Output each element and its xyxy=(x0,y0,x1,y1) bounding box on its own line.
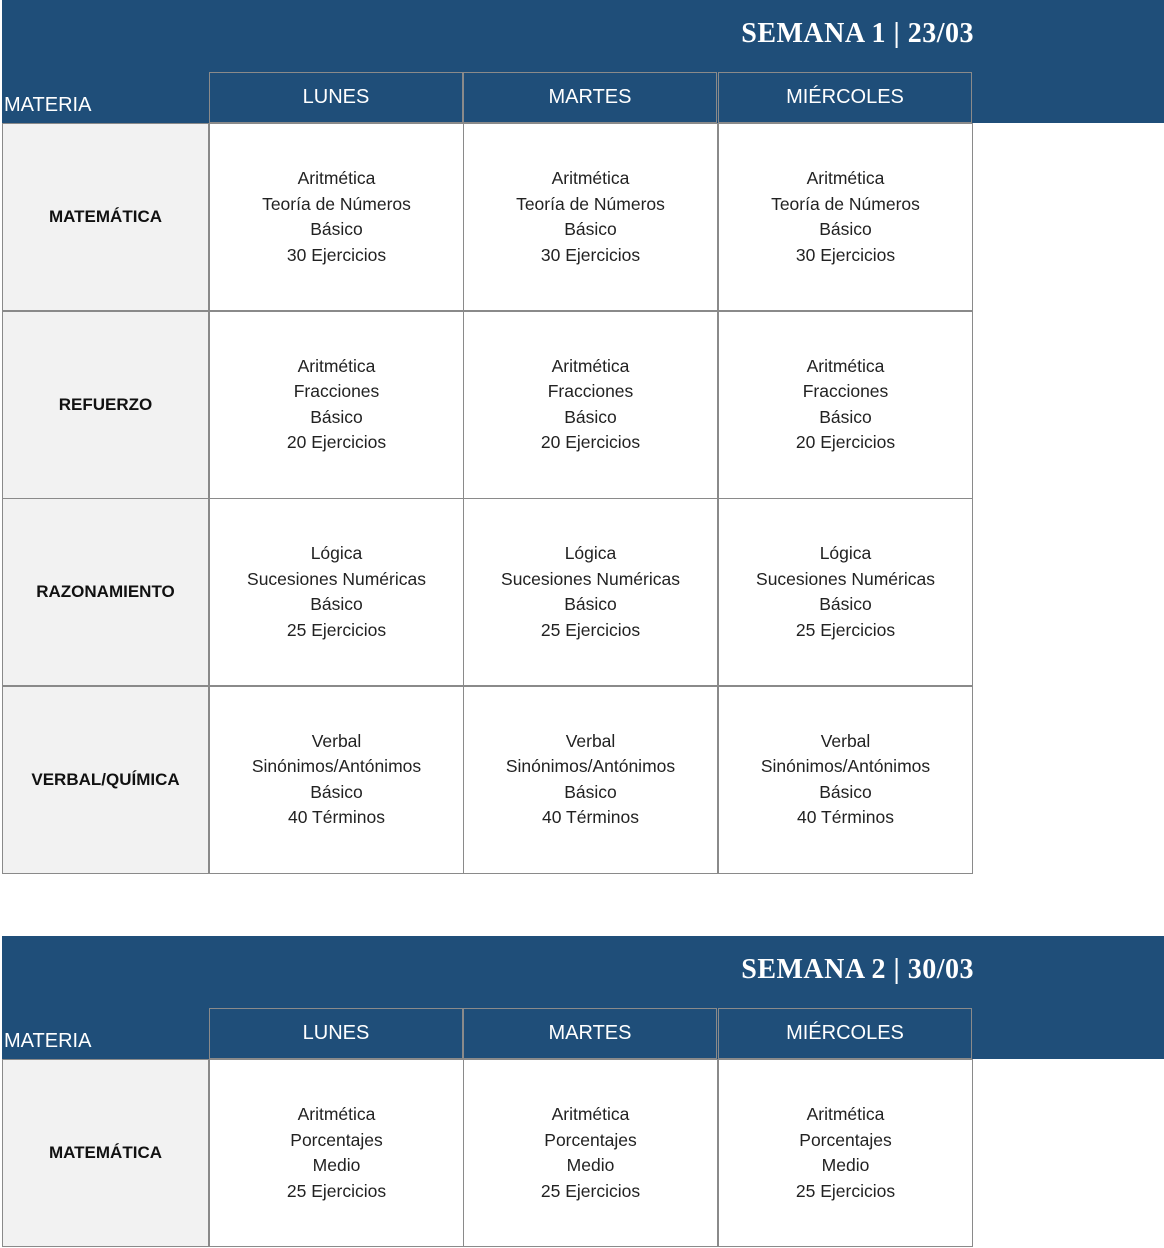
cell-line: Fracciones xyxy=(547,381,634,401)
day-header-1: MARTES xyxy=(463,72,717,123)
cell-line: Medio xyxy=(566,1155,615,1175)
cell-line: Aritmética xyxy=(551,1104,630,1124)
subject-cell: MATEMÁTICA xyxy=(2,1059,209,1247)
cell-line: 30 Ejercicios xyxy=(795,244,896,265)
cell-line: 30 Ejercicios xyxy=(540,244,641,265)
schedule-cell xyxy=(209,1059,464,1247)
cell-line: Básico xyxy=(310,406,363,427)
subject-cell: MATEMÁTICA xyxy=(2,123,209,311)
cell-line: Básico xyxy=(564,594,617,614)
cell-line: Verbal xyxy=(565,730,616,751)
cell-line: Porcentajes xyxy=(799,1129,892,1150)
cell-line: Básico xyxy=(564,781,617,802)
cell-line: Aritmética xyxy=(806,355,885,376)
cell-line: Básico xyxy=(564,406,617,427)
cell-line: Teoría de Números xyxy=(516,193,665,214)
week-title: SEMANA 2 | 30/03 xyxy=(741,954,974,985)
cell-line: Aritmética xyxy=(806,168,885,188)
cell-line: Teoría de Números xyxy=(771,193,920,214)
cell-line: Básico xyxy=(819,406,872,427)
cell-line: 25 Ejercicios xyxy=(540,1180,641,1201)
week-title: SEMANA 1 | 23/03 xyxy=(741,18,974,49)
cell-line: Fracciones xyxy=(293,381,380,401)
cell-line: 40 Términos xyxy=(542,807,639,827)
cell-line: Aritmética xyxy=(551,355,630,376)
cell-line: 30 Ejercicios xyxy=(286,244,387,265)
cell-line: 40 Términos xyxy=(288,807,385,827)
schedule-cell xyxy=(209,123,464,311)
cell-line: 40 Términos xyxy=(797,807,894,827)
cell-line: Porcentajes xyxy=(290,1129,383,1150)
cell-line: Sucesiones Numéricas xyxy=(501,568,680,589)
cell-line: Aritmética xyxy=(297,355,376,376)
cell-line: Teoría de Números xyxy=(262,193,411,214)
cell-line: Aritmética xyxy=(297,1104,376,1124)
cell-line: 25 Ejercicios xyxy=(286,1180,387,1201)
cell-line: Básico xyxy=(564,219,617,239)
cell-line: 25 Ejercicios xyxy=(795,1180,896,1201)
day-header-2: MIÉRCOLES xyxy=(718,1008,972,1059)
cell-line: Básico xyxy=(310,594,363,614)
cell-line: Medio xyxy=(821,1155,870,1175)
cell-line: 20 Ejercicios xyxy=(286,432,387,452)
subject-cell: REFUERZO xyxy=(2,311,209,499)
cell-line: Sinónimos/Antónimos xyxy=(760,756,931,776)
schedule-cell xyxy=(463,686,718,874)
cell-line: 20 Ejercicios xyxy=(795,432,896,452)
cell-line: Sucesiones Numéricas xyxy=(756,568,935,589)
cell-line: Fracciones xyxy=(802,381,889,401)
cell-line: Básico xyxy=(819,594,872,614)
materia-header: MATERIA xyxy=(4,94,92,116)
materia-header: MATERIA xyxy=(4,1030,92,1052)
cell-line: Aritmética xyxy=(806,1104,885,1124)
cell-line: Sinónimos/Antónimos xyxy=(251,756,422,776)
cell-line: Aritmética xyxy=(297,168,376,188)
schedule-cell xyxy=(463,498,718,686)
schedule-cell xyxy=(463,123,718,311)
cell-line: Aritmética xyxy=(551,168,630,188)
day-header-0: LUNES xyxy=(209,72,463,123)
cell-line: 25 Ejercicios xyxy=(795,619,896,640)
schedule-cell xyxy=(718,123,973,311)
schedule-cell xyxy=(209,498,464,686)
cell-line: Verbal xyxy=(311,730,362,751)
cell-line: Medio xyxy=(312,1155,361,1175)
day-header-2: MIÉRCOLES xyxy=(718,72,972,123)
subject-cell: RAZONAMIENTO xyxy=(2,498,209,686)
cell-line: 20 Ejercicios xyxy=(540,432,641,452)
cell-line: Lógica xyxy=(819,543,872,563)
cell-line: Sucesiones Numéricas xyxy=(247,568,426,589)
schedule-cell xyxy=(718,498,973,686)
cell-line: 25 Ejercicios xyxy=(286,619,387,640)
cell-line: Lógica xyxy=(564,543,617,563)
schedule-cell xyxy=(718,1059,973,1247)
cell-line: Sinónimos/Antónimos xyxy=(505,756,676,776)
schedule-cell xyxy=(718,311,973,499)
schedule-cell xyxy=(209,686,464,874)
cell-line: 25 Ejercicios xyxy=(540,619,641,640)
schedule-cell xyxy=(209,311,464,499)
cell-line: Básico xyxy=(819,219,872,239)
cell-line: Básico xyxy=(310,781,363,802)
schedule-cell xyxy=(463,1059,718,1247)
day-header-1: MARTES xyxy=(463,1008,717,1059)
day-header-0: LUNES xyxy=(209,1008,463,1059)
schedule-cell xyxy=(718,686,973,874)
cell-line: Verbal xyxy=(820,730,871,751)
subject-cell: VERBAL/QUÍMICA xyxy=(2,686,209,874)
cell-line: Lógica xyxy=(310,543,363,563)
schedule-cell xyxy=(463,311,718,499)
cell-line: Básico xyxy=(819,781,872,802)
cell-line: Porcentajes xyxy=(544,1129,637,1150)
cell-line: Básico xyxy=(310,219,363,239)
